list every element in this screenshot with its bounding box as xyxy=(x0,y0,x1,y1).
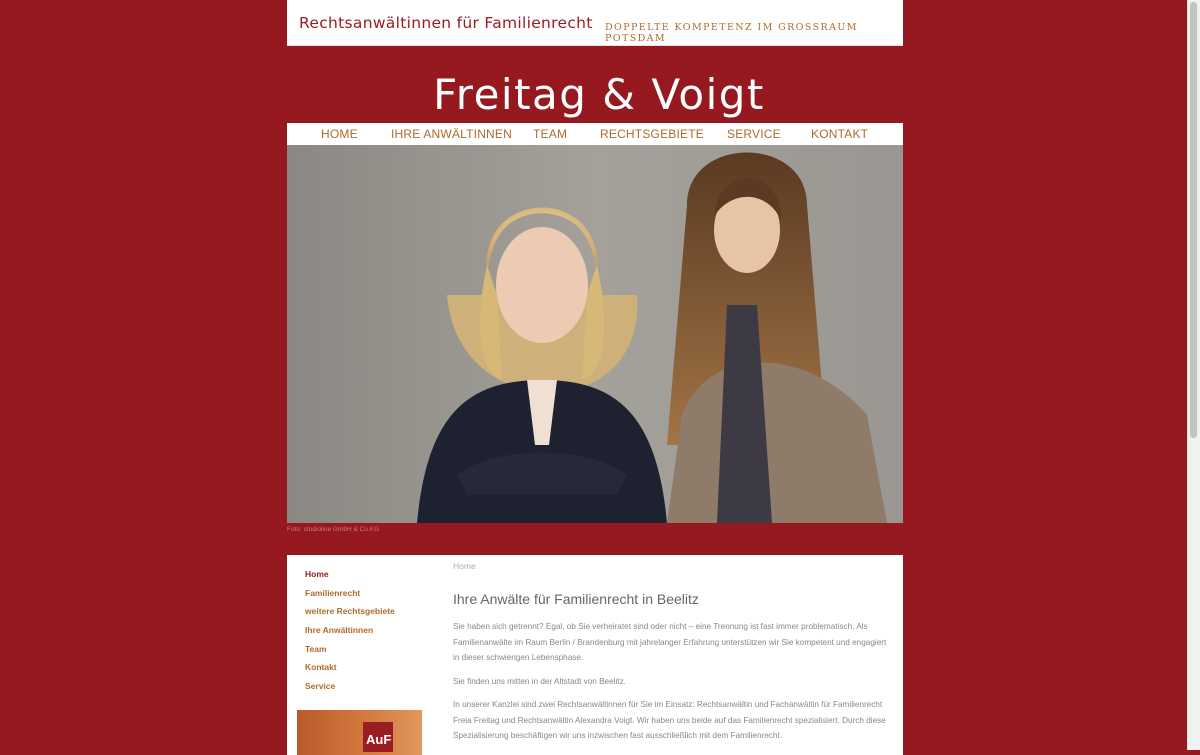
page-wrapper xyxy=(287,0,903,747)
header-tagline: Rechtsanwältinnen für Familienrecht xyxy=(299,14,593,32)
sidebar-item-team[interactable]: Team xyxy=(305,643,327,654)
sidebar-item-weitere-rechtsgebiete[interactable]: weitere Rechtsgebiete xyxy=(305,606,395,617)
photo-credit: Foto: studioline GmbH & Co.KG xyxy=(287,526,380,533)
main-content xyxy=(453,561,887,752)
hero-photo-illustration xyxy=(287,145,903,523)
nav-home[interactable]: HOME xyxy=(321,127,358,141)
site-logo[interactable]: Freitag & Voigt xyxy=(433,70,765,119)
promo-banner[interactable] xyxy=(297,710,422,755)
nav-rechtsgebiete[interactable]: RECHTSGEBIETE xyxy=(600,127,704,141)
location-paragraph: Sie finden uns mitten in der Altstadt von Beelitz. xyxy=(453,676,626,686)
sidebar-item-ihre-anwaeltinnen[interactable]: Ihre Anwältinnen xyxy=(305,625,374,636)
sidebar-item-familienrecht[interactable]: Familienrecht xyxy=(305,587,361,598)
scrollbar-thumb[interactable] xyxy=(1190,2,1197,438)
intro-paragraph: Sie haben sich getrennt? Egal, ob Sie verheiratet sind oder nicht – eine Trennung ist fast immer problematisch. Als Familienanwälte im Raum Berlin / Brandenburg mit jahrelanger Erfahrung unterstützen wir Sie kompetent und engagiert in dieser schwierigen Lebensphase. xyxy=(453,622,887,662)
header-subtagline: DOPPELTE KOMPETENZ IM GROSSRAUM POTSDAM xyxy=(605,22,858,44)
sidebar-nav xyxy=(305,569,395,700)
page-title: Ihre Anwälte für Familienrecht in Beelitz xyxy=(453,591,699,607)
breadcrumb[interactable]: Home xyxy=(453,561,476,571)
main-nav xyxy=(287,123,903,145)
nav-kontakt[interactable]: KONTAKT xyxy=(811,127,869,141)
top-banner xyxy=(287,0,903,46)
page-scrollbar[interactable] xyxy=(1187,0,1200,750)
promo-logo-text: AuF xyxy=(366,732,392,747)
content-box xyxy=(287,555,903,755)
hero-photo xyxy=(287,145,903,523)
sidebar-item-kontakt[interactable]: Kontakt xyxy=(305,662,337,673)
nav-team[interactable]: TEAM xyxy=(533,127,568,141)
sidebar-item-service[interactable]: Service xyxy=(305,681,336,692)
nav-ihre-anwaeltinnen[interactable]: IHRE ANWÄLTINNEN xyxy=(391,127,512,141)
team-paragraph: In unserer Kanzlei sind zwei Rechtsanwältinnen für Sie im Einsatz: Rechtsanwältin und Fachanwältin für Familienrecht Freia Freitag und Rechtsanwältin Alexandra Voigt. Wir haben uns beide auf das Familienrecht spezialisiert. Durch diese Spezialisierung beschäftigen wir uns inzwischen fast ausschließlich mit dem Familienrecht. xyxy=(453,700,886,740)
promo-logo xyxy=(363,722,393,752)
nav-service[interactable]: SERVICE xyxy=(727,127,781,141)
sidebar-item-home[interactable]: Home xyxy=(305,569,329,579)
